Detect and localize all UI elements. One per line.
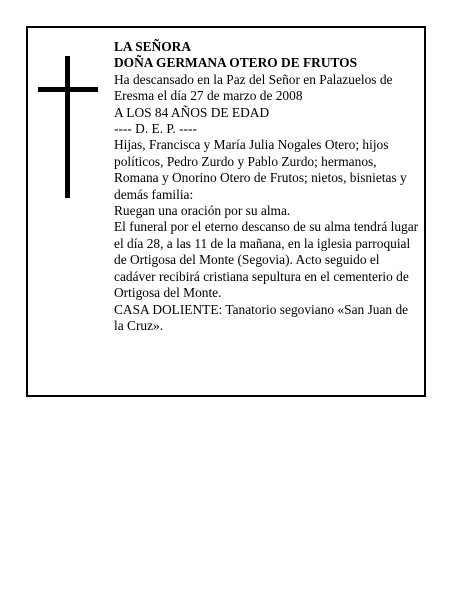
deceased-name: DOÑA GERMANA OTERO DE FRUTOS bbox=[114, 55, 358, 71]
rested-statement: Ha descansado en la Paz del Señor en Palazuelos de Eresma el día 27 de marzo de 2008 bbox=[114, 71, 393, 104]
notice-title-line1: LA SEÑORA bbox=[114, 39, 192, 54]
mourning-house: CASA DOLIENTE: Tanatorio segoviano «San Juan de la Cruz». bbox=[114, 301, 409, 333]
age-line: A LOS 84 AÑOS DE EDAD bbox=[114, 104, 270, 120]
funeral-details: El funeral por el eterno descanso de su alma tendrá lugar el día 28, a las 11 de la mañana, en la iglesia parroquial de Ortigosa del Monte (Segovia). Acto seguido el cadáver recibirá cristiana sepultura en el cementerio de Ortigosa del Monte. bbox=[114, 219, 419, 301]
cross-horizontal-bar bbox=[38, 87, 98, 92]
family-list: Hijas, Francisca y María Julia Nogales Otero; hijos políticos, Pedro Zurdo y Pablo Zurdo; hermanos, Romana y Onorino Otero de Frutos; nietos, bisnietas y demás familia: bbox=[114, 137, 407, 202]
obituary-text bbox=[114, 39, 420, 334]
prayer-request: Ruegan una oración por su alma. bbox=[114, 203, 291, 219]
latin-cross-icon bbox=[38, 56, 98, 198]
obituary-notice bbox=[26, 26, 426, 397]
rip-line: ---- D. E. P. ---- bbox=[114, 121, 197, 137]
cross-vertical-bar bbox=[65, 56, 70, 198]
